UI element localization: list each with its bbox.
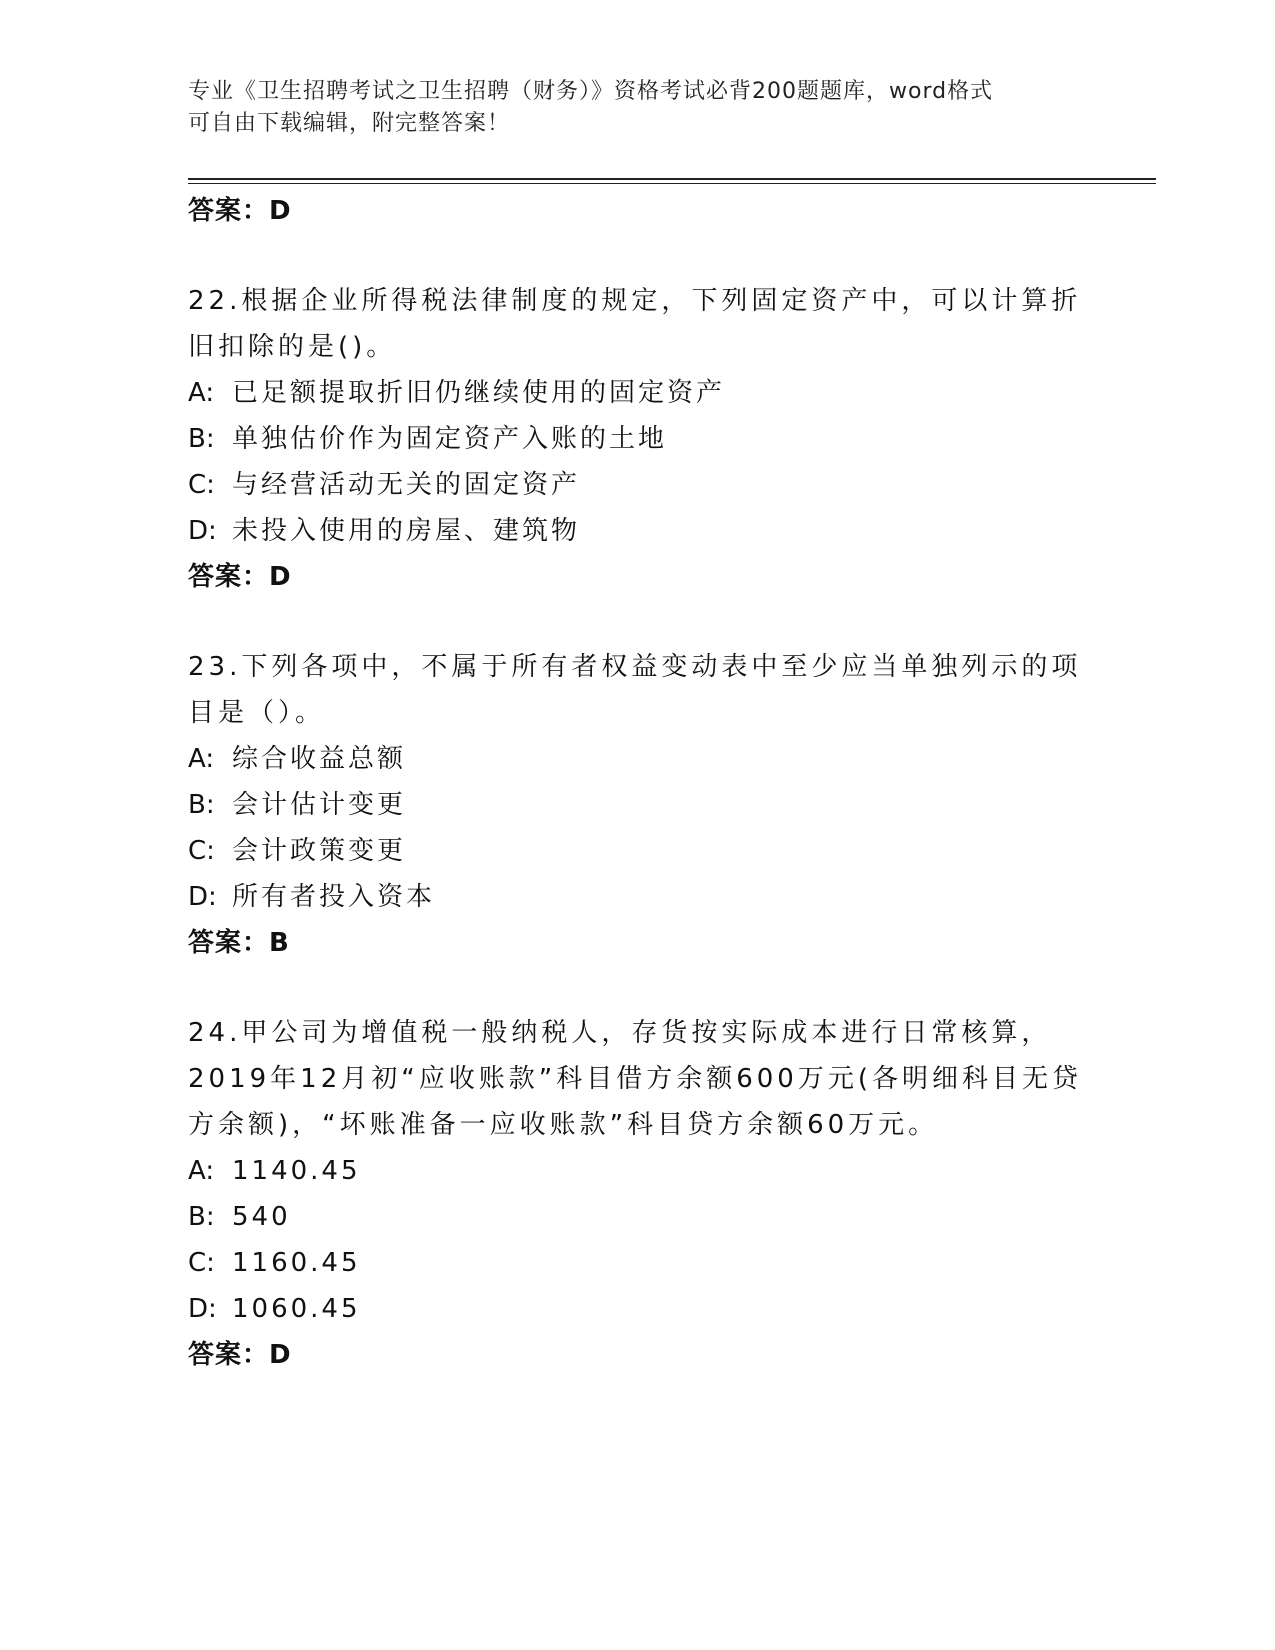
question-22 (188, 278, 1088, 600)
option-text: 未投入使用的房屋、建筑物 (232, 516, 581, 546)
answer-line: 答案：B (188, 928, 290, 958)
option-key: C: (188, 1248, 215, 1278)
option-text: 1060.45 (232, 1294, 361, 1324)
option-key: C: (188, 470, 215, 500)
option-text: 已足额提取折旧仍继续使用的固定资产 (232, 378, 726, 408)
answer-line: 答案：D (188, 562, 292, 592)
option-d (188, 874, 1088, 920)
answer-line: 答案：D (188, 1340, 292, 1370)
option-key: A: (188, 1156, 215, 1186)
option-text: 所有者投入资本 (232, 882, 436, 912)
option-text: 1160.45 (232, 1248, 361, 1278)
option-key: B: (188, 790, 215, 820)
option-text: 540 (232, 1202, 291, 1232)
header-line-1: 专业《卫生招聘考试之卫生招聘（财务）》资格考试必背200题题库，word格式 (188, 79, 994, 104)
option-text: 与经营活动无关的固定资产 (232, 470, 581, 500)
question-text: 22.根据企业所得税法律制度的规定，下列固定资产中，可以计算折旧扣除的是()。 (188, 286, 1082, 362)
option-key: A: (188, 378, 215, 408)
option-text: 1140.45 (232, 1156, 361, 1186)
question-23 (188, 644, 1088, 966)
option-a (188, 370, 1088, 416)
header-divider-thick (188, 178, 1156, 180)
question-text: 24.甲公司为增值税一般纳税人，存货按实际成本进行日常核算，2019年12月初“应收账款”科目借方余额600万元(各明细科目无贷方余额)，“坏账准备一应收账款”科目贷方余额60万元。 (188, 1018, 1082, 1140)
option-c (188, 462, 1088, 508)
option-b (188, 782, 1088, 828)
option-key: B: (188, 1202, 215, 1232)
option-d (188, 508, 1088, 554)
option-key: A: (188, 744, 215, 774)
option-key: D: (188, 882, 217, 912)
question-24 (188, 1010, 1088, 1378)
previous-answer: 答案：D (188, 196, 292, 226)
option-key: D: (188, 1294, 217, 1324)
document-header (188, 76, 1068, 140)
option-text: 会计估计变更 (232, 790, 407, 820)
question-text: 23.下列各项中，不属于所有者权益变动表中至少应当单独列示的项目是（）。 (188, 652, 1082, 728)
option-text: 综合收益总额 (232, 744, 407, 774)
option-text: 会计政策变更 (232, 836, 407, 866)
header-line-2: 可自由下载编辑，附完整答案！ (188, 111, 511, 136)
option-d (188, 1286, 1088, 1332)
option-text: 单独估价作为固定资产入账的土地 (232, 424, 668, 454)
option-a (188, 736, 1088, 782)
option-c (188, 1240, 1088, 1286)
option-key: C: (188, 836, 215, 866)
option-b (188, 416, 1088, 462)
header-divider-thin (188, 183, 1156, 184)
option-c (188, 828, 1088, 874)
option-key: B: (188, 424, 215, 454)
question-list (188, 188, 1088, 1378)
option-a (188, 1148, 1088, 1194)
option-key: D: (188, 516, 217, 546)
option-b (188, 1194, 1088, 1240)
